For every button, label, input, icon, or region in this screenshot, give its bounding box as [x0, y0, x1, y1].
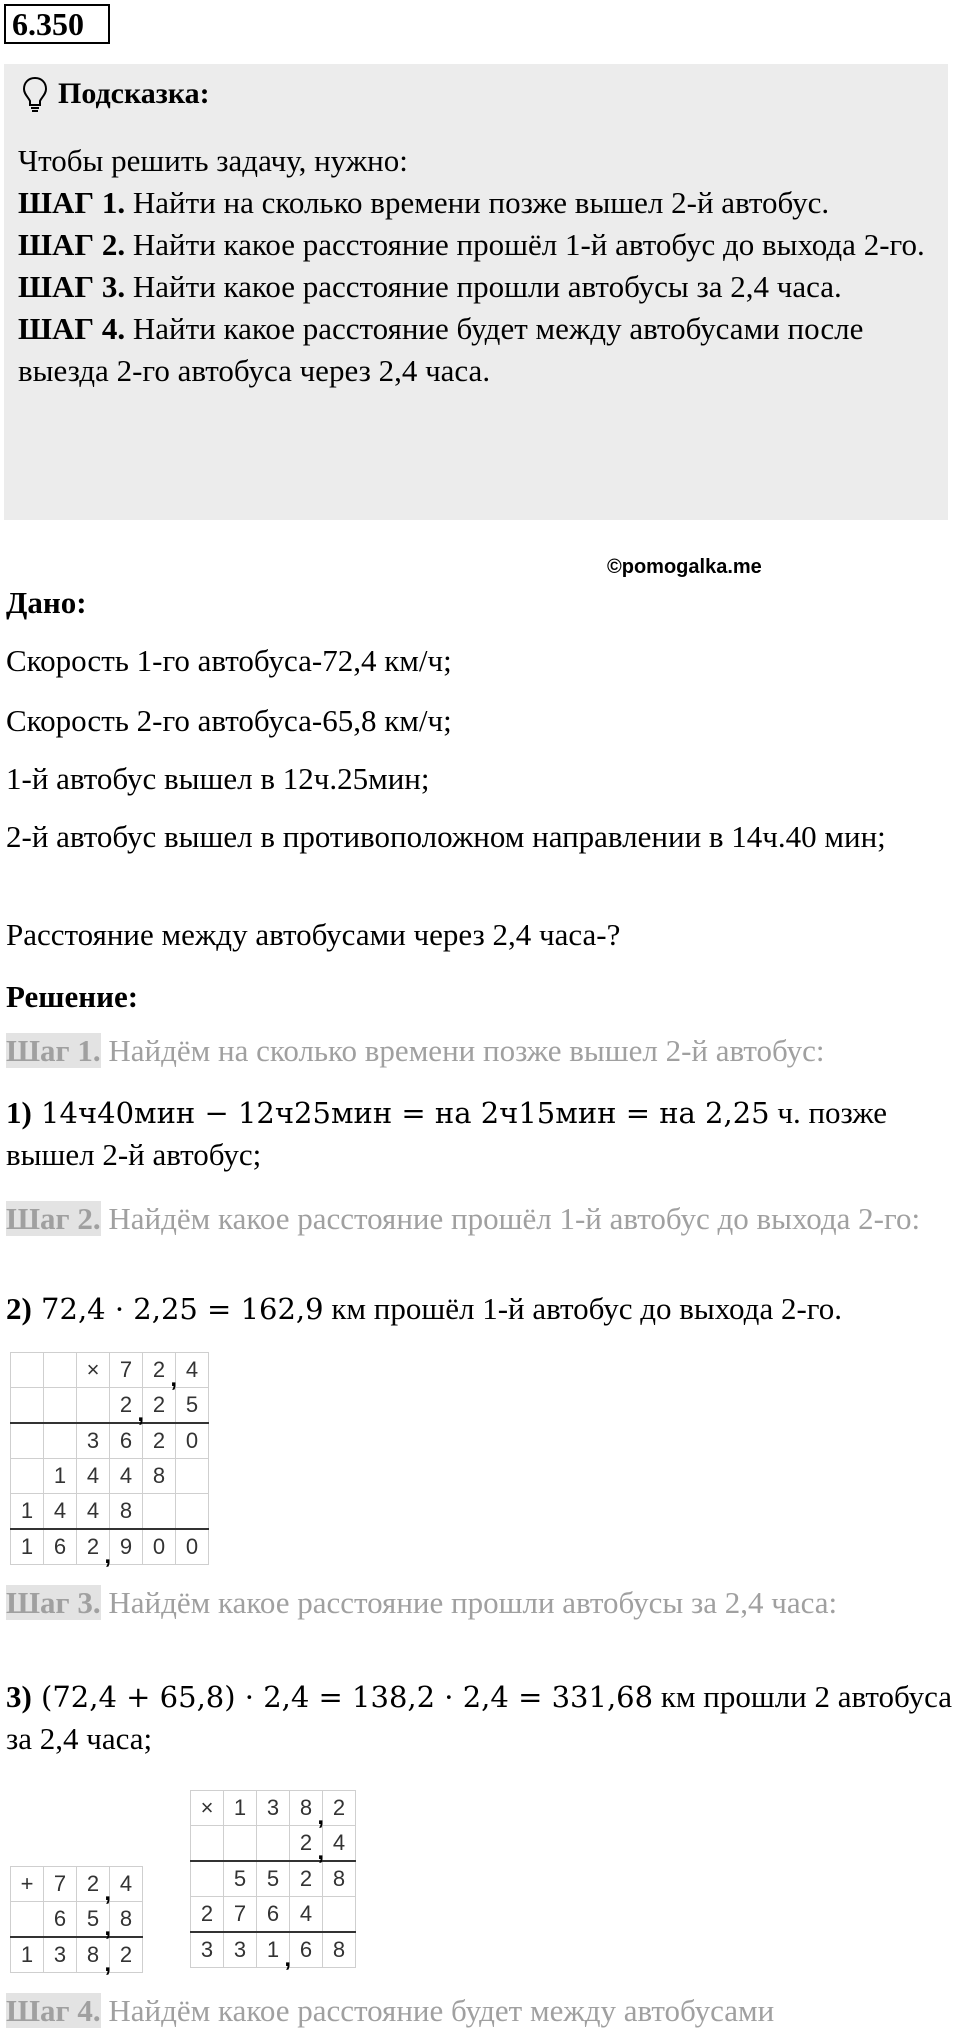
grid-cell [11, 1353, 44, 1388]
grid-cell: 8 [110, 1494, 143, 1530]
hint-body [18, 140, 928, 392]
watermark: ©pomogalka.me [607, 556, 762, 578]
grid-cell [44, 1423, 77, 1459]
lightbulb-icon [22, 76, 48, 112]
grid-cell: 0 [143, 1529, 176, 1565]
grid-cell [11, 1902, 44, 1938]
grid-cell: 4 [77, 1459, 110, 1494]
calc-2: 2) 72,4 · 2,25 = 162,9 км прошёл 1-й автобус до выхода 2-го. [6, 1291, 842, 1326]
grid-cell: 6 [44, 1529, 77, 1565]
grid-cell: 1 [11, 1529, 44, 1565]
grid-row [11, 1494, 209, 1530]
grid-cell [11, 1459, 44, 1494]
grid-cell: 3 [224, 1932, 257, 1968]
grid-cell: × [191, 1791, 224, 1826]
grid-row [11, 1388, 209, 1424]
grid-cell: 4 [110, 1867, 143, 1902]
grid-row [11, 1353, 209, 1388]
grid-cell: 1 [44, 1459, 77, 1494]
grid-cell: 4 [77, 1494, 110, 1530]
grid-cell: 6 [290, 1932, 323, 1968]
grid-cell: 4 [176, 1353, 209, 1388]
grid-cell: 0 [176, 1423, 209, 1459]
grid-cell [257, 1826, 290, 1862]
multiplication-grid-1 [10, 1352, 209, 1565]
grid-cell [323, 1897, 356, 1933]
hint-header [22, 74, 210, 114]
grid-row [11, 1867, 143, 1902]
solution-title: Решение: [6, 979, 139, 1014]
grid-cell: 3 [257, 1791, 290, 1826]
hint-step-2: ШАГ 2. Найти какое расстояние прошёл 1-й автобус до выхода 2-го. [18, 227, 925, 262]
grid-cell [11, 1423, 44, 1459]
grid-cell [77, 1388, 110, 1424]
grid-cell: 2 , [77, 1529, 110, 1565]
grid-cell [44, 1388, 77, 1424]
given-line-3: 1-й автобус вышел в 12ч.25мин; [6, 761, 430, 796]
grid-row [11, 1423, 209, 1459]
grid-cell: 3 [77, 1423, 110, 1459]
grid-cell: 2 [143, 1423, 176, 1459]
grid-cell [11, 1388, 44, 1424]
grid-cell: 5 , [77, 1902, 110, 1938]
solution-step-4: Шаг 4. Найдём какое расстояние будет между автобусами [6, 1993, 775, 2028]
grid-cell: 2 [290, 1861, 323, 1897]
grid-cell: 8 [143, 1459, 176, 1494]
grid-cell: × [77, 1353, 110, 1388]
given-title: Дано: [6, 585, 87, 620]
grid-cell: + [11, 1867, 44, 1902]
grid-cell: 7 [110, 1353, 143, 1388]
given-line-5: Расстояние между автобусами через 2,4 часа-? [6, 917, 621, 952]
addition-grid [10, 1866, 143, 1973]
grid-row [191, 1897, 356, 1933]
grid-cell: 3 [44, 1937, 77, 1973]
grid-row [191, 1932, 356, 1968]
grid-row [11, 1529, 209, 1565]
grid-cell: 5 [257, 1861, 290, 1897]
grid-cell [143, 1494, 176, 1530]
grid-cell [224, 1826, 257, 1862]
grid-cell: 9 [110, 1529, 143, 1565]
grid-cell: 2 , [143, 1353, 176, 1388]
hint-step-4: ШАГ 4. Найти какое расстояние будет между автобусами после выезда 2-го автобуса через 2,4 часа. [18, 311, 864, 388]
grid-cell: 7 [224, 1897, 257, 1933]
calc-1: 1) 14ч40мин − 12ч25мин = на 2ч15мин = на 2,25 ч. позже вышел 2-й автобус; [6, 1095, 888, 1172]
grid-cell: 8 [323, 1932, 356, 1968]
grid-cell: 2 , [110, 1388, 143, 1424]
grid-row [191, 1791, 356, 1826]
grid-cell: 4 [44, 1494, 77, 1530]
grid-cell: 2 , [77, 1867, 110, 1902]
solution-step-1: Шаг 1. Найдём на сколько времени позже вышел 2-й автобус: [6, 1033, 825, 1068]
hint-box [4, 64, 948, 520]
grid-cell: 1 [11, 1494, 44, 1530]
grid-cell [44, 1353, 77, 1388]
grid-cell [191, 1826, 224, 1862]
grid-row [191, 1826, 356, 1862]
grid-cell: 5 [176, 1388, 209, 1424]
grid-cell: 4 [290, 1897, 323, 1933]
grid-cell [191, 1861, 224, 1897]
multiplication-grid-2 [190, 1790, 356, 1968]
grid-cell: 7 [44, 1867, 77, 1902]
grid-cell: 6 [110, 1423, 143, 1459]
grid-cell: 8 [323, 1861, 356, 1897]
grid-row [11, 1902, 143, 1938]
grid-cell: 4 [323, 1826, 356, 1862]
grid-cell: 8 [110, 1902, 143, 1938]
hint-intro: Чтобы решить задачу, нужно: [18, 143, 408, 178]
grid-cell: 6 [44, 1902, 77, 1938]
grid-cell: 1 [224, 1791, 257, 1826]
solution-step-2: Шаг 2. Найдём какое расстояние прошёл 1-й автобус до выхода 2-го: [6, 1201, 921, 1236]
grid-row [11, 1459, 209, 1494]
hint-title: Подсказка: [58, 77, 210, 110]
given-line-2: Скорость 2-го автобуса-65,8 км/ч; [6, 703, 452, 738]
grid-cell: 2 [323, 1791, 356, 1826]
task-number: 6.350 [4, 4, 110, 44]
grid-cell: 2 [143, 1388, 176, 1424]
grid-cell: 0 [176, 1529, 209, 1565]
grid-cell: 5 [224, 1861, 257, 1897]
grid-cell: 8 , [290, 1791, 323, 1826]
grid-cell: 8 , [77, 1937, 110, 1973]
solution-step-3: Шаг 3. Найдём какое расстояние прошли автобусы за 2,4 часа: [6, 1585, 838, 1620]
given-line-4: 2-й автобус вышел в противоположном направлении в 14ч.40 мин; [6, 819, 886, 854]
grid-cell [176, 1494, 209, 1530]
hint-step-3: ШАГ 3. Найти какое расстояние прошли автобусы за 2,4 часа. [18, 269, 842, 304]
grid-cell: 3 [191, 1932, 224, 1968]
given-line-1: Скорость 1-го автобуса-72,4 км/ч; [6, 643, 452, 678]
grid-cell: 1 [11, 1937, 44, 1973]
grid-cell: 1 , [257, 1932, 290, 1968]
grid-cell: 2 [110, 1937, 143, 1973]
grid-cell: 2 [191, 1897, 224, 1933]
grid-row [191, 1861, 356, 1897]
calc-3: 3) (72,4 + 65,8) · 2,4 = 138,2 · 2,4 = 331,68 км прошли 2 автобуса за 2,4 часа; [6, 1679, 953, 1756]
hint-step-1: ШАГ 1. Найти на сколько времени позже вышел 2-й автобус. [18, 185, 830, 220]
grid-cell: 2 , [290, 1826, 323, 1862]
grid-row [11, 1937, 143, 1973]
grid-cell: 4 [110, 1459, 143, 1494]
grid-cell: 6 [257, 1897, 290, 1933]
grid-cell [176, 1459, 209, 1494]
